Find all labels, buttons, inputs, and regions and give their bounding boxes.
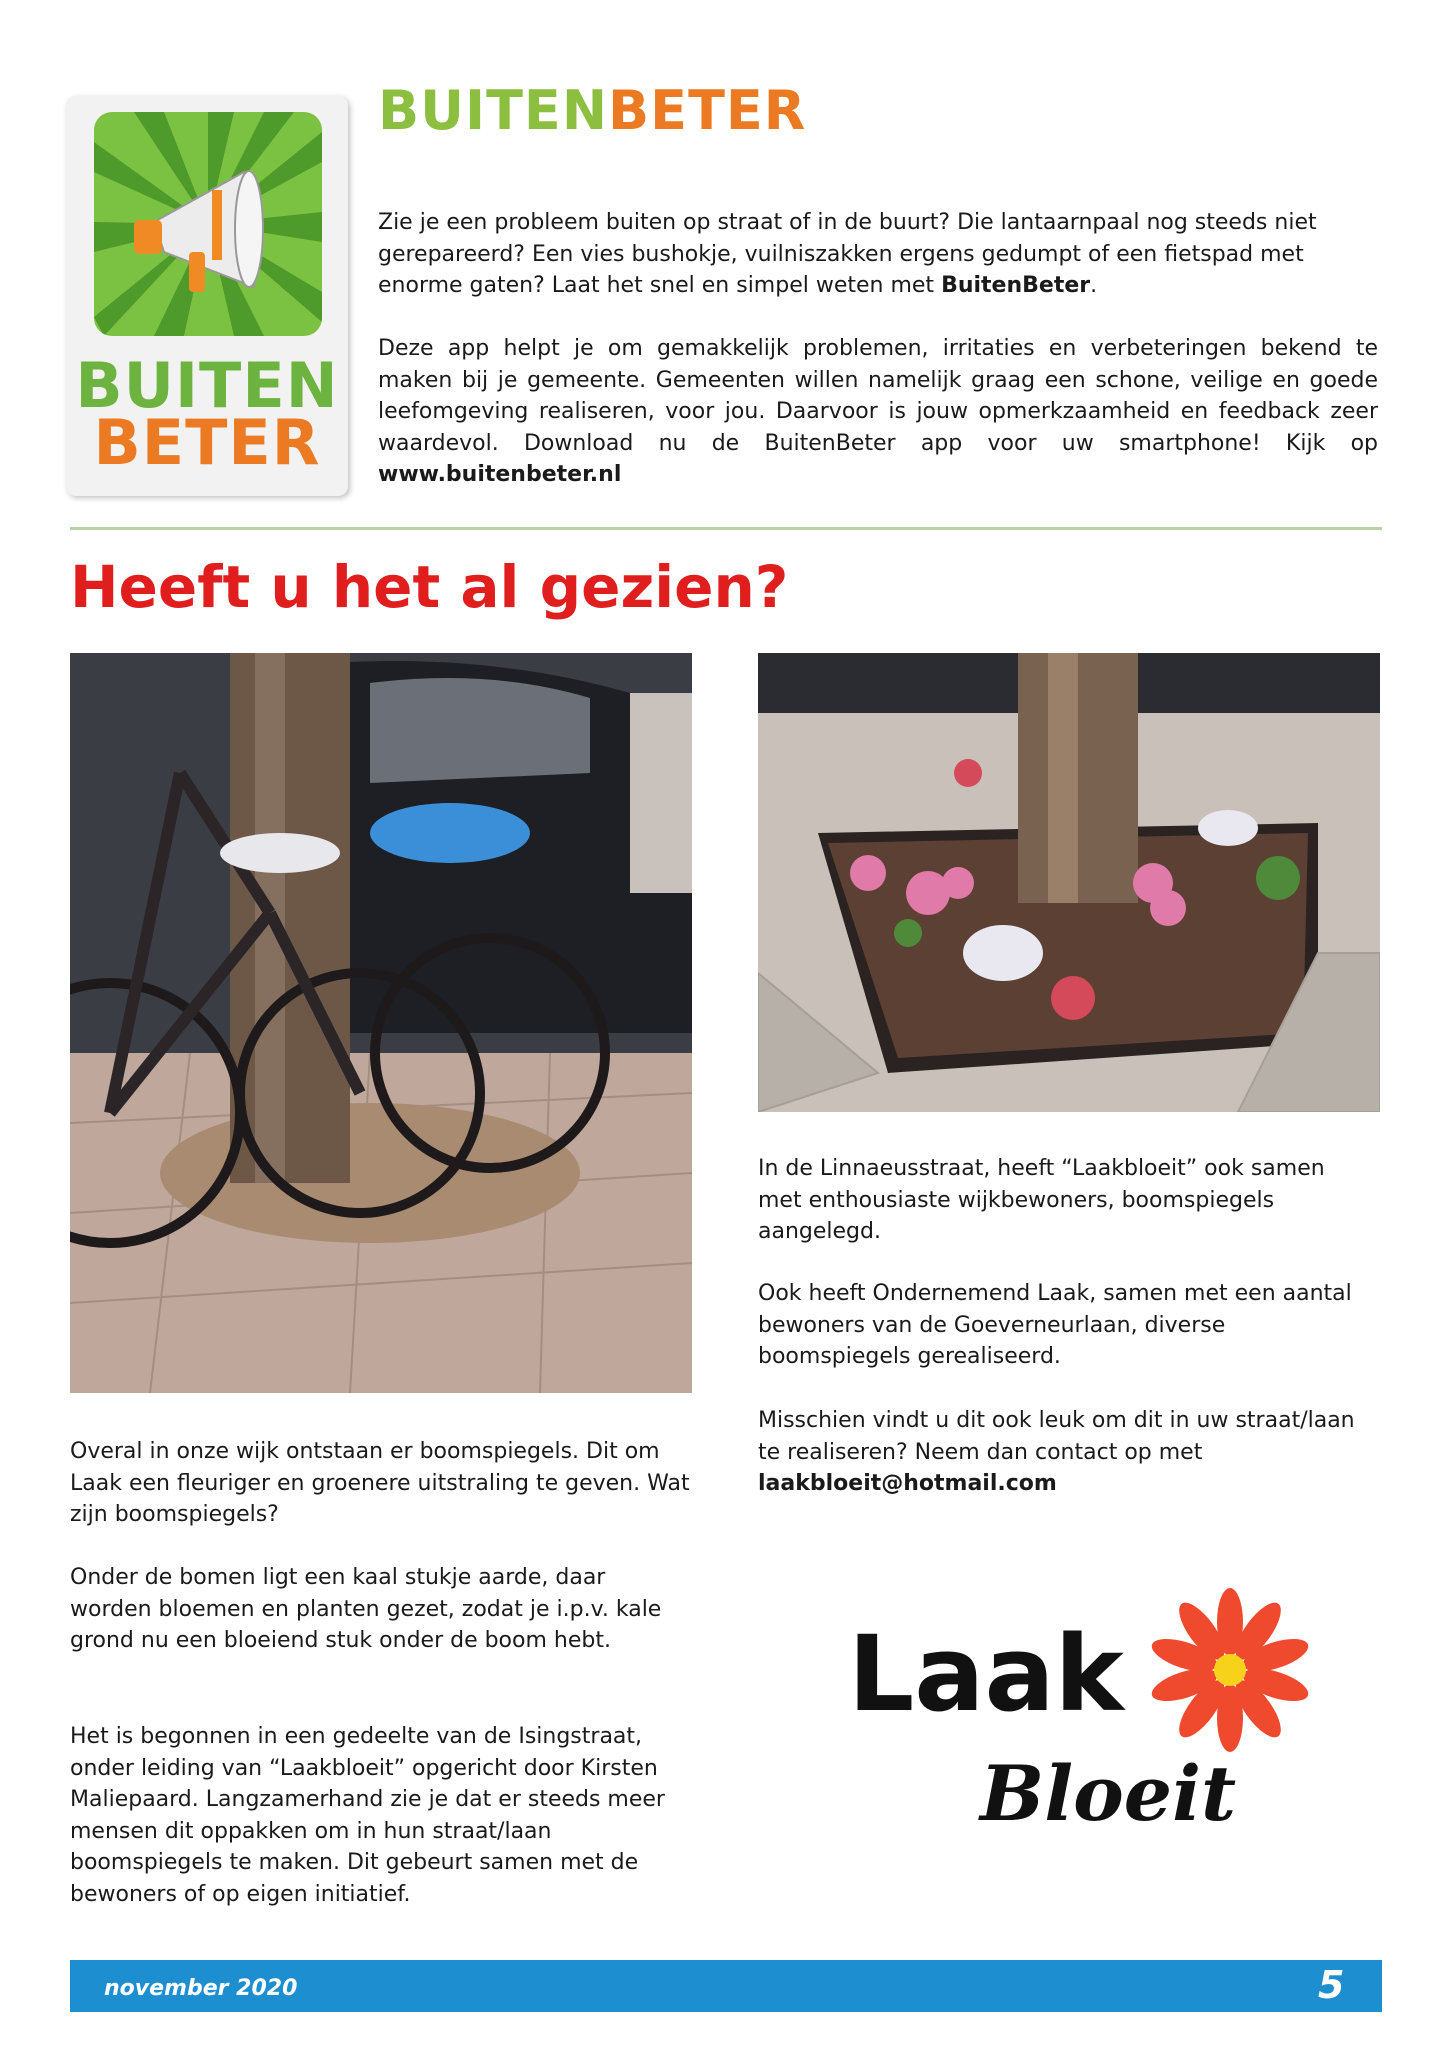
left-paragraph-2: Onder de bomen ligt een kaal stukje aarde, daar worden bloemen en planten gezet, zodat je i.p.v. kale grond nu een bloeiend stuk onder de boom hebt. — [70, 1565, 662, 1653]
flower-bed-photo — [758, 653, 1380, 1112]
megaphone-icon — [94, 112, 322, 336]
section-headline: Heeft u het al gezien? — [70, 553, 789, 621]
intro-text: Zie je een probleem buiten op straat of in de buurt? Die lantaarnpaal nog steeds niet gerepareerd? Een vies bushokje, vuilniszakken ergens gedumpt of een fietspad met enorme gaten? Laat het snel en simpel weten met — [378, 210, 1317, 298]
buitenbeter-description — [378, 333, 1378, 491]
right-paragraph-1: In de Linnaeusstraat, heeft “Laakbloeit” ook samen met enthousiaste wijkbewoners, boomspiegels aangelegd. — [758, 1156, 1325, 1244]
flower-icon — [1148, 1588, 1312, 1752]
logo-word-beter: BETER — [93, 406, 321, 479]
description-text: Deze app helpt je om gemakkelijk problemen, irritaties en verbeteringen bekend te maken bij je gemeente. Gemeenten willen namelijk graag een schone, veilige en goede leefomgeving realiseren, voor jou. Daarvoor is jouw opmerkzaamheid en feedback zeer waardevol. Download nu de BuitenBeter app voor uw smartphone! Kijk op — [378, 336, 1378, 456]
buitenbeter-title — [378, 79, 807, 142]
left-paragraph-1: Overal in onze wijk ontstaan er boomspiegels. Dit om Laak een fleuriger en groenere uitstraling te geven. Wat zijn boomspiegels? — [70, 1439, 690, 1527]
laak-bloeit-logo — [840, 1580, 1320, 1870]
footer-date: november 2020 — [104, 1976, 298, 2001]
contact-text: Misschien vindt u dit ook leuk om dit in uw straat/laan te realiseren? Neem dan contact op met — [758, 1408, 1355, 1465]
contact-email-link[interactable]: laakbloeit@hotmail.com — [758, 1471, 1057, 1496]
title-part-buiten: BUITEN — [378, 79, 609, 142]
right-paragraph-2: Ook heeft Ondernemend Laak, samen met een aantal bewoners van de Goeverneurlaan, diverse boomspiegels gerealiseerd. — [758, 1281, 1352, 1369]
buitenbeter-intro — [378, 207, 1378, 302]
left-paragraph-3: Het is begonnen in een gedeelte van de Isingstraat, onder leiding van “Laakbloeit” opgericht door Kirsten Maliepaard. Langzamerhand zie je dat er steeds meer mensen dit oppakken om in hun straat/laan boomspiegels te maken. Dit gebeurt samen met de bewoners of op eigen initiatief. — [70, 1724, 665, 1907]
intro-app-name: BuitenBeter — [941, 273, 1091, 298]
section-divider — [70, 527, 1382, 530]
right-paragraph-3 — [758, 1405, 1358, 1500]
bicycle-tree-photo — [70, 653, 692, 1393]
laak-logo-word2: Bloeit — [980, 1749, 1237, 1838]
laak-logo-word1: Laak — [848, 1613, 1124, 1735]
page-number: 5 — [1318, 1963, 1345, 2007]
buitenbeter-link[interactable]: www.buitenbeter.nl — [378, 462, 622, 487]
title-part-beter: BETER — [608, 79, 807, 142]
intro-end: . — [1090, 273, 1098, 298]
logo-word-buiten: BUITEN — [75, 349, 339, 422]
